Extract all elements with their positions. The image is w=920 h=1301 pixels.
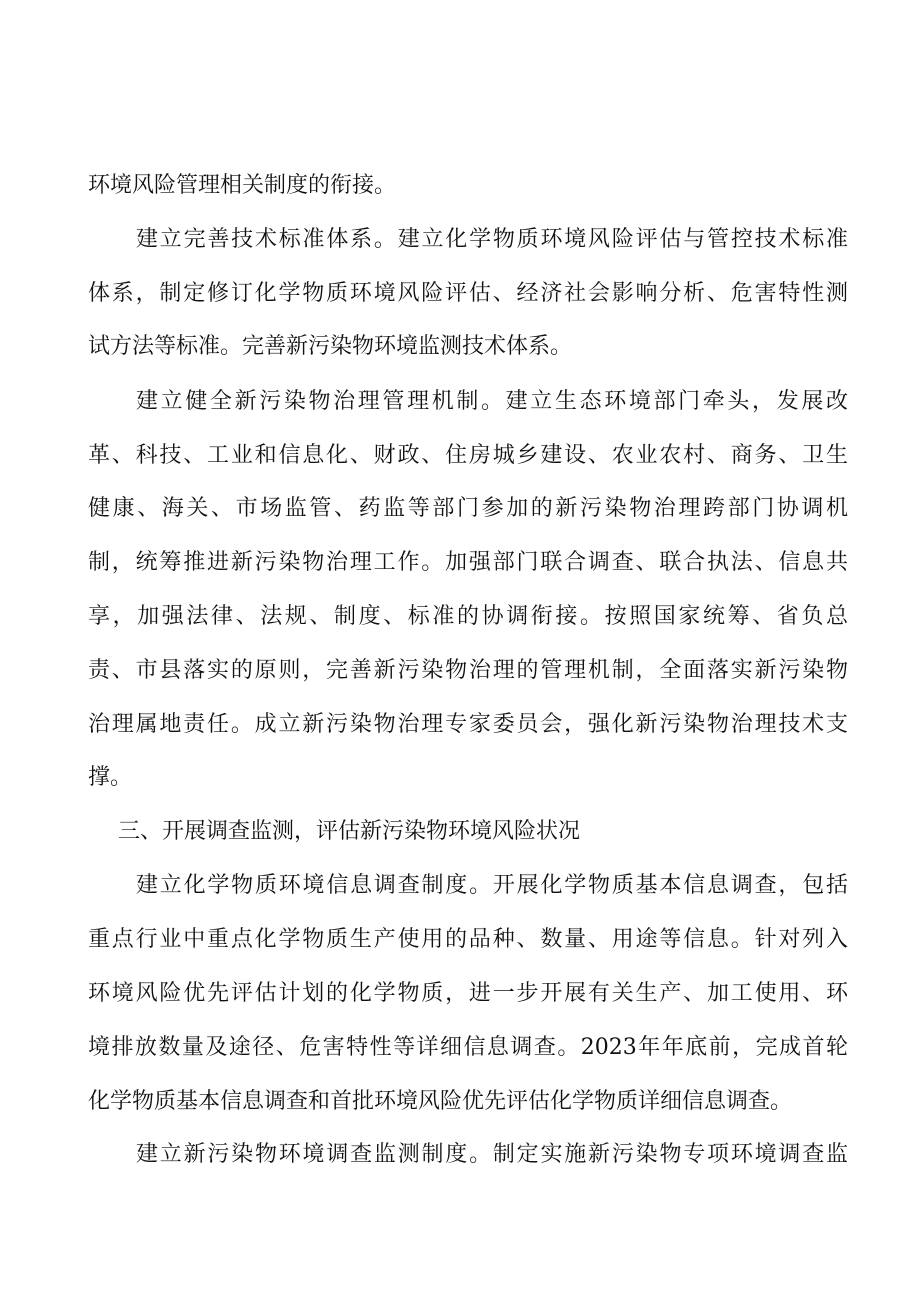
paragraph-first-line: 建立健全新污染物治理管理机制。建立生态环境部门牵头，发展改 <box>136 389 848 414</box>
text-line: 境排放数量及途径、危害特性等详细信息调查。2023年年底前，完成首轮 <box>88 1035 848 1060</box>
text-line: 试方法等标准。完善新污染物环境监测技术体系。 <box>88 334 573 359</box>
paragraph-first-line: 建立完善技术标准体系。建立化学物质环境风险评估与管控技术标准 <box>136 227 848 252</box>
paragraph-first-line: 建立新污染物环境调查监测制度。制定实施新污染物专项环境调查监 <box>136 1142 848 1167</box>
text-line: 治理属地责任。成立新污染物治理专家委员会，强化新污染物治理技术支 <box>88 712 848 737</box>
text-line: 化学物质基本信息调查和首批环境风险优先评估化学物质详细信息调查。 <box>88 1089 793 1114</box>
text-line: 健康、海关、市场监管、药监等部门参加的新污染物治理跨部门协调机 <box>88 496 848 521</box>
text-line: 撑。 <box>88 765 133 790</box>
text-line: 责、市县落实的原则，完善新污染物治理的管理机制，全面落实新污染物 <box>88 658 848 683</box>
text-line: 享，加强法律、法规、制度、标准的协调衔接。按照国家统筹、省负总 <box>88 604 848 629</box>
text-line: 环境风险管理相关制度的衔接。 <box>88 173 397 198</box>
section-heading: 三、开展调查监测，评估新污染物环境风险状况 <box>118 819 581 844</box>
text-line: 环境风险优先评估计划的化学物质，进一步开展有关生产、加工使用、环 <box>88 981 848 1006</box>
paragraph-first-line: 建立化学物质环境信息调查制度。开展化学物质基本信息调查，包括 <box>136 873 848 898</box>
text-line: 体系，制定修订化学物质环境风险评估、经济社会影响分析、危害特性测 <box>88 281 848 306</box>
text-line: 革、科技、工业和信息化、财政、住房城乡建设、农业农村、商务、卫生 <box>88 443 848 468</box>
text-line: 重点行业中重点化学物质生产使用的品种、数量、用途等信息。针对列入 <box>88 927 848 952</box>
text-line: 制，统筹推进新污染物治理工作。加强部门联合调查、联合执法、信息共 <box>88 550 848 575</box>
